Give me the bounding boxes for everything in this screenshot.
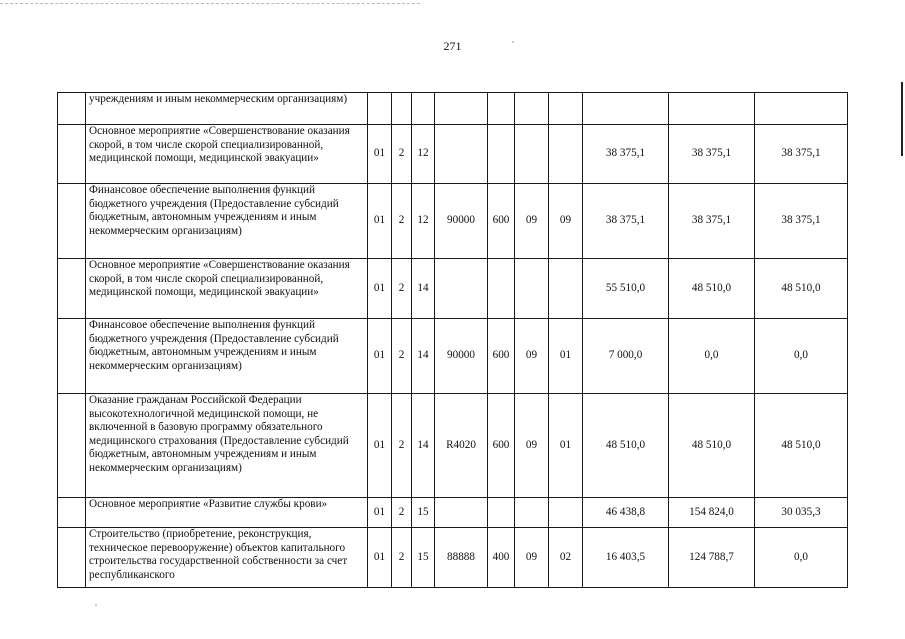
chapter-code: 09: [515, 528, 549, 588]
subsection-code: [549, 125, 583, 184]
subprogram-code: 12: [412, 125, 435, 184]
amount-year-3: 48 510,0: [755, 394, 848, 498]
amount-year-2: 48 510,0: [669, 259, 755, 319]
expense-type-code: 600: [488, 184, 515, 259]
chapter-code: [515, 125, 549, 184]
scan-right-margin-mark: [901, 82, 903, 156]
table-row: [58, 125, 848, 184]
expense-description: Основное мероприятие «Совершенствование оказания скорой, в том числе скорой специализированной, медицинской помощи, медицинской эвакуации»: [86, 125, 368, 184]
table-row: [58, 319, 848, 394]
row-index-cell: [58, 498, 86, 528]
amount-year-1: 38 375,1: [583, 125, 669, 184]
amount-year-2: 38 375,1: [669, 125, 755, 184]
amount-year-1: 38 375,1: [583, 184, 669, 259]
amount-year-1: 46 438,8: [583, 498, 669, 528]
amount-year-3: 30 035,3: [755, 498, 848, 528]
direction-code: R4020: [435, 394, 488, 498]
program-code: [392, 93, 412, 125]
subprogram-code: 15: [412, 498, 435, 528]
row-index-cell: [58, 528, 86, 588]
chapter-code: [515, 259, 549, 319]
row-index-cell: [58, 394, 86, 498]
amount-year-2: 124 788,7: [669, 528, 755, 588]
table-row: [58, 184, 848, 259]
section-code: 01: [368, 259, 392, 319]
expense-type-code: [488, 93, 515, 125]
subprogram-code: 14: [412, 394, 435, 498]
section-code: [368, 93, 392, 125]
table-row: [58, 528, 848, 588]
direction-code: [435, 259, 488, 319]
amount-year-1: [583, 93, 669, 125]
row-index-cell: [58, 259, 86, 319]
direction-code: 88888: [435, 528, 488, 588]
budget-table: [57, 92, 848, 588]
row-index-cell: [58, 125, 86, 184]
section-code: 01: [368, 394, 392, 498]
amount-year-2: 38 375,1: [669, 184, 755, 259]
chapter-code: 09: [515, 184, 549, 259]
program-code: 2: [392, 394, 412, 498]
direction-code: [435, 125, 488, 184]
amount-year-2: [669, 93, 755, 125]
amount-year-1: 16 403,5: [583, 528, 669, 588]
subsection-code: [549, 498, 583, 528]
program-code: 2: [392, 528, 412, 588]
subsection-code: 02: [549, 528, 583, 588]
section-code: 01: [368, 184, 392, 259]
amount-year-3: 48 510,0: [755, 259, 848, 319]
amount-year-2: 48 510,0: [669, 394, 755, 498]
page-number: 271: [443, 39, 462, 53]
table-row: [58, 498, 848, 528]
subprogram-code: 14: [412, 259, 435, 319]
expense-description: Финансовое обеспечение выполнения функций бюджетного учреждения (Предоставление субсидий бюджетным, автономным учреждениям и иным некоммерческим организациям): [86, 184, 368, 259]
direction-code: 90000: [435, 319, 488, 394]
chapter-code: [515, 93, 549, 125]
section-code: 01: [368, 528, 392, 588]
amount-year-2: 154 824,0: [669, 498, 755, 528]
table-row: [58, 394, 848, 498]
expense-description: учреждениям и иным некоммерческим организациям): [86, 93, 368, 125]
subsection-code: 01: [549, 394, 583, 498]
row-index-cell: [58, 184, 86, 259]
row-index-cell: [58, 319, 86, 394]
program-code: 2: [392, 259, 412, 319]
section-code: 01: [368, 498, 392, 528]
program-code: 2: [392, 498, 412, 528]
subprogram-code: 12: [412, 184, 435, 259]
direction-code: [435, 93, 488, 125]
expense-type-code: 600: [488, 394, 515, 498]
expense-description: Строительство (приобретение, реконструкция, техническое перевооружение) объектов капитального строительства государственной собственности за счет республиканского: [86, 528, 368, 588]
table-row: [58, 259, 848, 319]
expense-description: Основное мероприятие «Совершенствование оказания скорой, в том числе скорой специализированной, медицинской помощи, медицинской эвакуации»: [86, 259, 368, 319]
program-code: 2: [392, 125, 412, 184]
subprogram-code: 15: [412, 528, 435, 588]
amount-year-3: [755, 93, 848, 125]
chapter-code: [515, 498, 549, 528]
subsection-code: 01: [549, 319, 583, 394]
amount-year-2: 0,0: [669, 319, 755, 394]
subprogram-code: 14: [412, 319, 435, 394]
direction-code: 90000: [435, 184, 488, 259]
section-code: 01: [368, 319, 392, 394]
program-code: 2: [392, 319, 412, 394]
amount-year-1: 48 510,0: [583, 394, 669, 498]
expense-type-code: 400: [488, 528, 515, 588]
row-index-cell: [58, 93, 86, 125]
expense-type-code: 600: [488, 319, 515, 394]
amount-year-3: 0,0: [755, 528, 848, 588]
expense-description: Оказание гражданам Российской Федерации высокотехнологичной медицинской помощи, не включенной в базовую программу обязательного медицинского страхования (Предоставление субсидий бюджетным, автономным учреждениям и иным некоммерческим организациям): [86, 394, 368, 498]
chapter-code: 09: [515, 394, 549, 498]
section-code: 01: [368, 125, 392, 184]
amount-year-3: 38 375,1: [755, 184, 848, 259]
amount-year-1: 55 510,0: [583, 259, 669, 319]
amount-year-3: 0,0: [755, 319, 848, 394]
direction-code: [435, 498, 488, 528]
amount-year-3: 38 375,1: [755, 125, 848, 184]
expense-description: Финансовое обеспечение выполнения функций бюджетного учреждения (Предоставление субсидий бюджетным, автономным учреждениям и иным некоммерческим организациям): [86, 319, 368, 394]
scan-speck: [95, 604, 97, 606]
subsection-code: [549, 259, 583, 319]
subsection-code: [549, 93, 583, 125]
program-code: 2: [392, 184, 412, 259]
subsection-code: 09: [549, 184, 583, 259]
expense-type-code: [488, 125, 515, 184]
amount-year-1: 7 000,0: [583, 319, 669, 394]
expense-type-code: [488, 259, 515, 319]
scan-top-edge: [0, 3, 420, 4]
chapter-code: 09: [515, 319, 549, 394]
expense-description: Основное мероприятие «Развитие службы крови»: [86, 498, 368, 528]
budget-table-body: [58, 93, 848, 588]
expense-type-code: [488, 498, 515, 528]
subprogram-code: [412, 93, 435, 125]
table-row: [58, 93, 848, 125]
